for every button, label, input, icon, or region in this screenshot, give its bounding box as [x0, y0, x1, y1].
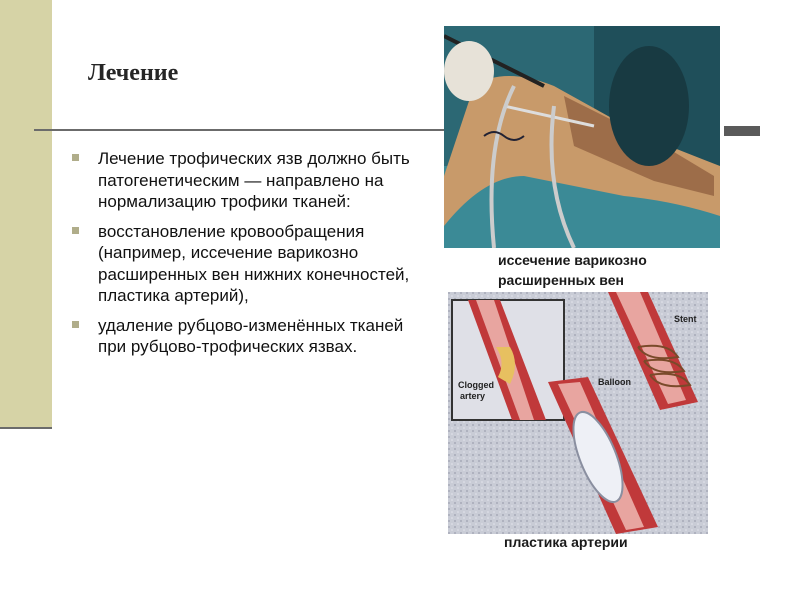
label-clogged-line2: artery: [460, 391, 486, 401]
square-bullet-icon: [72, 154, 79, 161]
illustration-caption: пластика артерии: [504, 534, 628, 550]
label-clogged-line1: Clogged: [458, 380, 494, 390]
slide-title: Лечение: [88, 60, 179, 86]
bullet-item: восстановление кровообращения (например, иссечение варикозно расширенных вен нижних конечностей, пластика артерий),: [72, 221, 412, 307]
title-rule-left: [0, 427, 52, 429]
photo-caption: иссечение варикозно расширенных вен: [498, 252, 647, 288]
title-rule: [34, 129, 454, 131]
decorative-bar: [724, 126, 760, 136]
bullet-item: Лечение трофических язв должно быть патогенетическим — направлено на нормализацию трофики тканей:: [72, 148, 412, 213]
angioplasty-illustration: [448, 292, 708, 534]
bullet-item: удаление рубцово-изменённых тканей при рубцово-трофических язвах.: [72, 315, 412, 358]
label-stent: Stent: [674, 314, 697, 324]
square-bullet-icon: [72, 321, 79, 328]
surgery-photo: [444, 26, 720, 248]
square-bullet-icon: [72, 227, 79, 234]
sidebar-accent: [0, 0, 52, 427]
label-balloon: Balloon: [598, 377, 631, 387]
bullet-list: [72, 148, 412, 366]
